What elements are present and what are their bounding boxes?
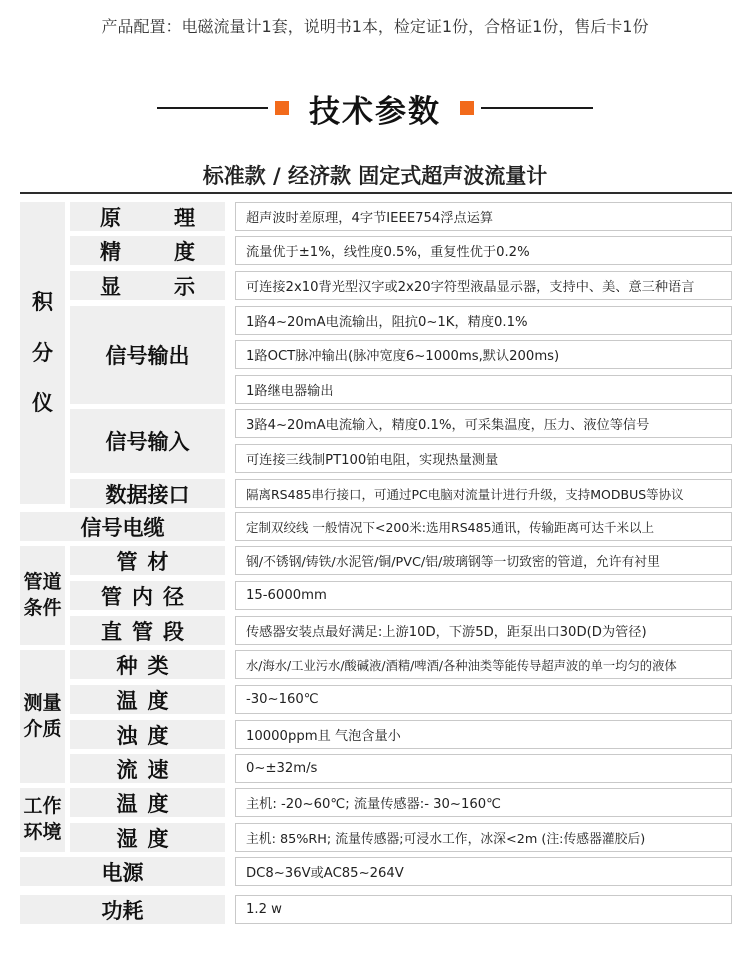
group-environment: 工作 环境 bbox=[20, 788, 65, 852]
value-signal-input-1: 3路4~20mA电流输入，精度0.1%，可采集温度，压力、液位等信号 bbox=[235, 409, 732, 438]
value-turbidity: 10000ppm且 气泡含量小 bbox=[235, 720, 732, 749]
title-line-left bbox=[157, 107, 268, 109]
label-turbidity: 浊度 bbox=[70, 720, 225, 749]
label-pipe-diameter: 管内径 bbox=[70, 581, 225, 610]
value-signal-output-1: 1路4~20mA电流输出，阻抗0~1K，精度0.1% bbox=[235, 306, 732, 335]
group-pipe-conditions: 管道 条件 bbox=[20, 546, 65, 645]
label-data-port: 数据接口 bbox=[70, 479, 225, 508]
value-env-humidity: 主机: 85%RH; 流量传感器;可浸水工作，冰深<2m (注:传感器灌胶后) bbox=[235, 823, 732, 852]
product-config-text: 产品配置：电磁流量计1套，说明书1本，检定证1份，合格证1份，售后卡1份 bbox=[101, 17, 649, 36]
value-straight-pipe: 传感器安装点最好满足:上游10D，下游5D，距泵出口30D(D为管径) bbox=[235, 616, 732, 645]
value-principle: 超声波时差原理，4字节IEEE754浮点运算 bbox=[235, 202, 732, 231]
label-principle bbox=[70, 202, 225, 231]
section-header bbox=[0, 82, 750, 132]
value-pipe-diameter: 15-6000mm bbox=[235, 581, 732, 610]
label-straight-pipe: 直管段 bbox=[70, 616, 225, 645]
label-char: 度 bbox=[174, 239, 195, 264]
group-integrator bbox=[20, 202, 65, 504]
value-medium-temp: -30~160℃ bbox=[235, 685, 732, 714]
value-data-port: 隔离RS485串行接口，可通过PC电脑对流量计进行升级，支持MODBUS等协议 bbox=[235, 479, 732, 508]
label-medium-type: 种类 bbox=[70, 650, 225, 679]
title-line-right bbox=[481, 107, 593, 109]
value-display: 可连接2x10背光型汉字或2x20字符型液晶显示器，支持中、美、意三种语言 bbox=[235, 271, 732, 300]
value-accuracy: 流量优于±1%，线性度0.5%，重复性优于0.2% bbox=[235, 236, 732, 265]
subtitle-divider bbox=[20, 192, 732, 194]
value-velocity: 0~±32m/s bbox=[235, 754, 732, 783]
value-medium-type: 水/海水/工业污水/酸碱液/酒精/啤酒/各种油类等能传导超声波的单一均匀的液体 bbox=[235, 650, 732, 679]
value-signal-input-2: 可连接三线制PT100铂电阻，实现热量测量 bbox=[235, 444, 732, 473]
label-consumption: 功耗 bbox=[20, 895, 225, 924]
group-char: 仪 bbox=[32, 391, 53, 416]
label-accuracy bbox=[70, 236, 225, 265]
value-pipe-material: 钢/不锈钢/铸铁/水泥管/铜/PVC/铝/玻璃钢等一切致密的管道，允许有衬里 bbox=[235, 546, 732, 575]
title-square-right-icon bbox=[460, 101, 474, 115]
label-display bbox=[70, 271, 225, 300]
group-char: 分 bbox=[32, 340, 53, 365]
section-title: 技术参数 bbox=[309, 94, 441, 130]
label-signal-output: 信号输出 bbox=[70, 306, 225, 404]
label-char: 示 bbox=[174, 274, 195, 299]
title-square-left-icon bbox=[275, 101, 289, 115]
label-power: 电源 bbox=[20, 857, 225, 886]
value-power: DC8~36V或AC85~264V bbox=[235, 857, 732, 886]
label-signal-input: 信号输入 bbox=[70, 409, 225, 473]
label-velocity: 流速 bbox=[70, 754, 225, 783]
value-signal-output-2: 1路OCT脉冲输出(脉冲宽度6~1000ms,默认200ms) bbox=[235, 340, 732, 369]
value-consumption: 1.2 w bbox=[235, 895, 732, 924]
label-char: 显 bbox=[100, 274, 121, 299]
product-subtitle: 标准款 / 经济款 固定式超声波流量计 bbox=[202, 164, 548, 188]
label-signal-cable: 信号电缆 bbox=[20, 512, 225, 541]
label-char: 理 bbox=[174, 205, 195, 230]
label-char: 精 bbox=[100, 239, 121, 264]
value-env-temp: 主机: -20~60℃; 流量传感器:- 30~160℃ bbox=[235, 788, 732, 817]
label-pipe-material: 管材 bbox=[70, 546, 225, 575]
value-signal-output-3: 1路继电器输出 bbox=[235, 375, 732, 404]
label-env-temp: 温度 bbox=[70, 788, 225, 817]
group-medium: 测量 介质 bbox=[20, 650, 65, 783]
value-signal-cable: 定制双绞线 一般情况下<200米:选用RS485通讯，传输距离可达千米以上 bbox=[235, 512, 732, 541]
group-char: 积 bbox=[32, 290, 53, 315]
label-char: 原 bbox=[100, 205, 121, 230]
label-env-humidity: 湿度 bbox=[70, 823, 225, 852]
label-medium-temp: 温度 bbox=[70, 685, 225, 714]
